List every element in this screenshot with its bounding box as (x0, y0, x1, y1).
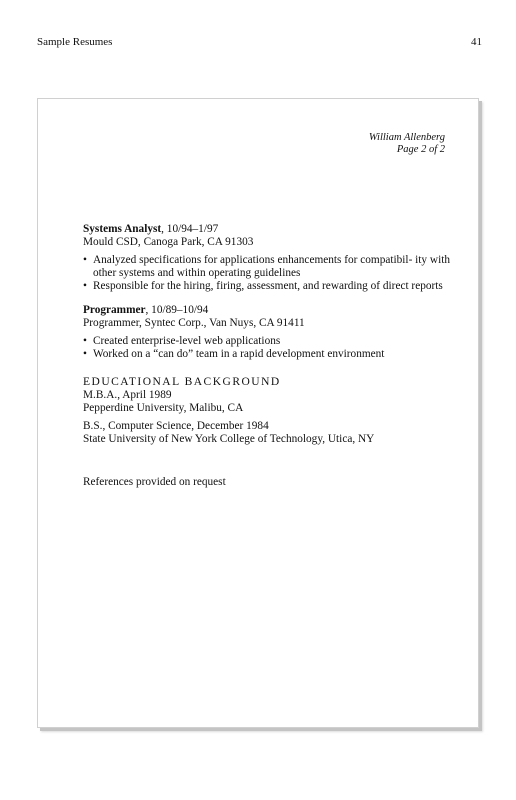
bullet-text: Created enterprise-level web applications (93, 335, 281, 347)
job-heading (83, 223, 455, 236)
education-heading: EDUCATIONAL BACKGROUND (83, 376, 281, 388)
job-dates: , 10/94–1/97 (161, 223, 219, 235)
job-company: Programmer, Syntec Corp., Van Nuys, CA 91411 (83, 317, 305, 329)
job-title: Programmer (83, 304, 146, 316)
bullet-item (83, 335, 455, 348)
bullet-icon: • (83, 254, 87, 266)
bullet-item (83, 280, 455, 293)
job-entry (83, 223, 455, 293)
bullet-icon: • (83, 280, 87, 292)
job-heading (83, 304, 455, 317)
bullet-text: Analyzed specifications for applications enhancements for compatibil- ity with other systems and within operating guidelines (93, 254, 450, 279)
applicant-name: William Allenberg (368, 132, 445, 143)
bullet-item (83, 348, 455, 361)
job-bullets (83, 335, 455, 361)
education-entry (83, 420, 455, 446)
bullet-item (83, 254, 455, 280)
resume-page (37, 98, 479, 728)
resume-content (83, 223, 455, 489)
running-head-title: Sample Resumes (37, 36, 113, 48)
bullet-icon: • (83, 348, 87, 360)
job-bullets (83, 254, 455, 293)
job-company: Mould CSD, Canoga Park, CA 91303 (83, 236, 254, 248)
job-entry (83, 304, 455, 361)
job-title: Systems Analyst (83, 223, 162, 235)
running-head (37, 36, 482, 52)
page-number: 41 (471, 36, 482, 48)
bullet-text: Worked on a “can do” team in a rapid development environment (93, 348, 385, 360)
job-dates: , 10/89–10/94 (145, 304, 209, 316)
education-school: Pepperdine University, Malibu, CA (83, 402, 244, 414)
bullet-text: Responsible for the hiring, firing, assessment, and rewarding of direct reports (93, 280, 443, 292)
education-school: State University of New York College of Technology, Utica, NY (83, 433, 375, 445)
bullet-icon: • (83, 335, 87, 347)
education-degree: M.B.A., April 1989 (83, 389, 172, 401)
resume-page-header (369, 132, 445, 156)
education-degree: B.S., Computer Science, December 1984 (83, 420, 269, 432)
references-note: References provided on request (83, 476, 226, 488)
page-indicator: Page 2 of 2 (396, 144, 445, 155)
education-entry (83, 389, 455, 415)
